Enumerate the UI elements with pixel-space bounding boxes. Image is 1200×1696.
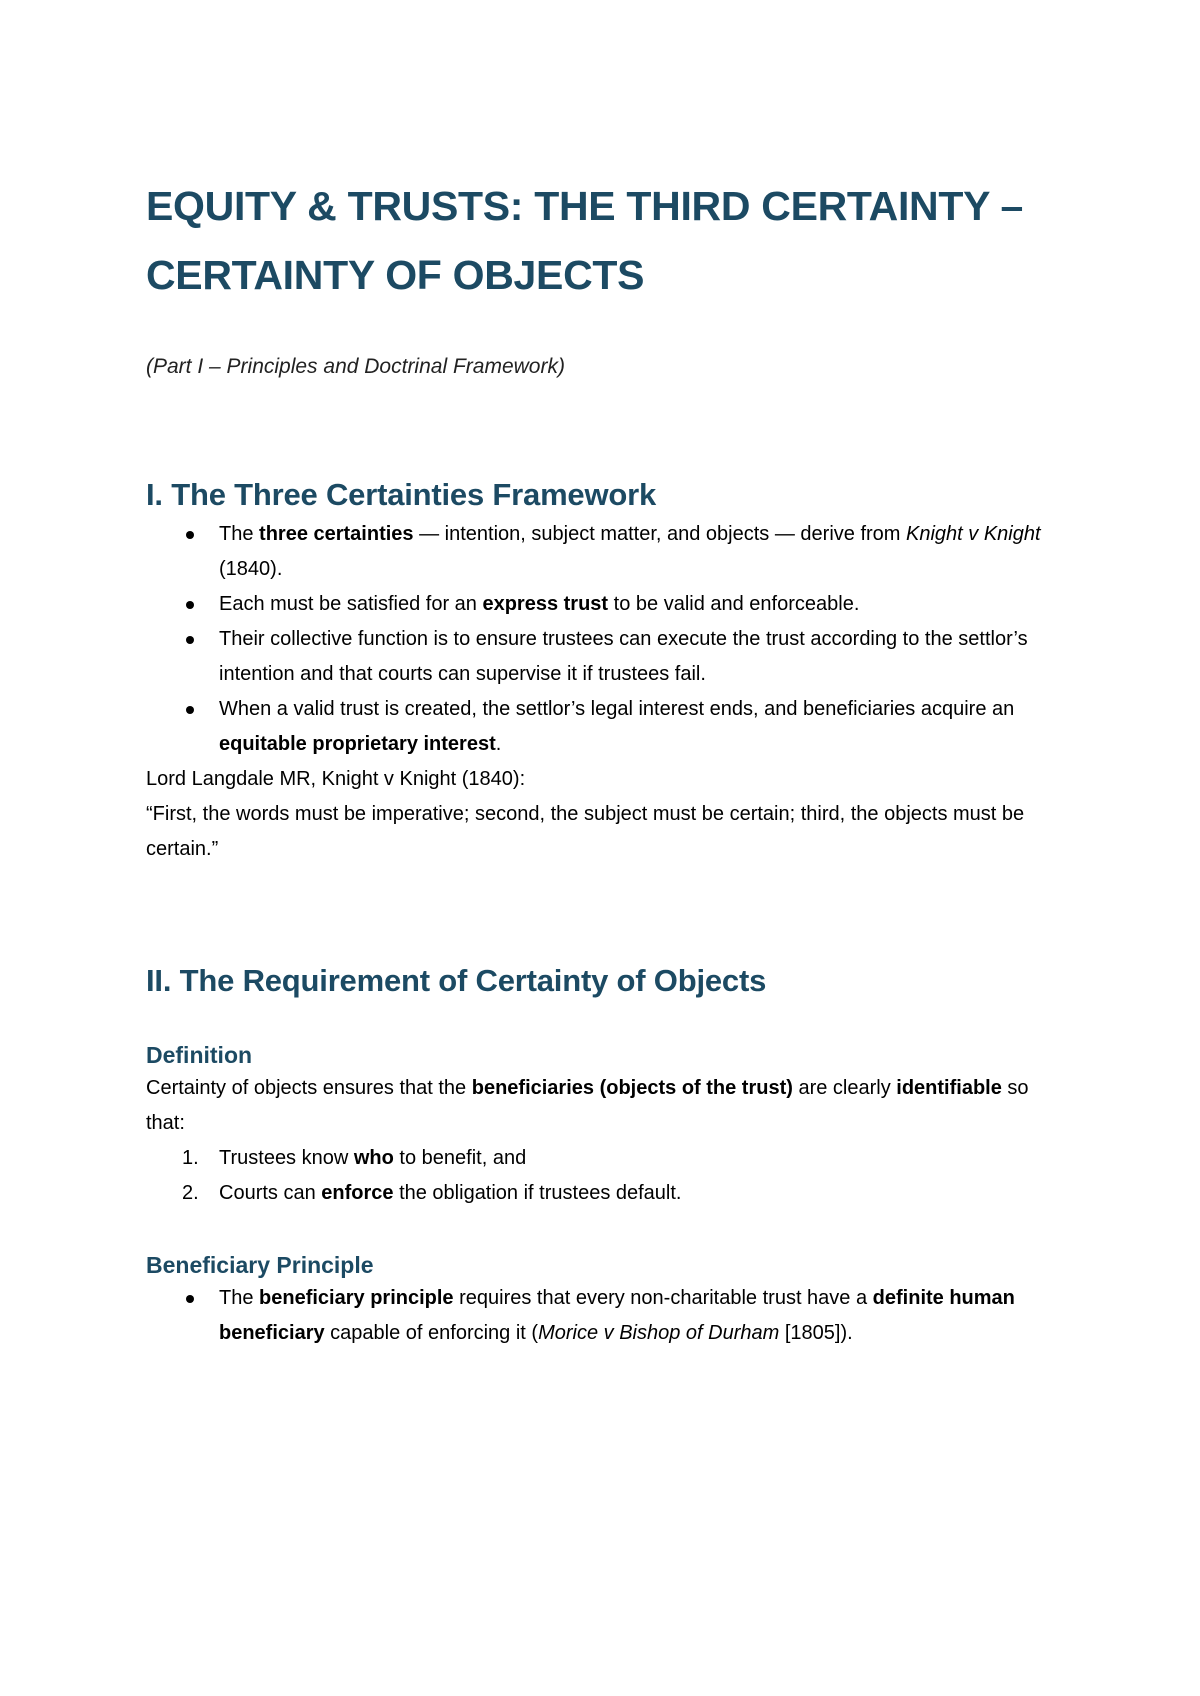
section-2-heading: II. The Requirement of Certainty of Objects xyxy=(146,963,767,998)
bullet-item: When a valid trust is created, the settlor’s legal interest ends, and beneficiaries acquire an equitable proprietary interest. xyxy=(146,692,1066,762)
bullet-icon xyxy=(186,1295,194,1303)
bullet-item: The three certainties — intention, subject matter, and objects — derive from Knight v Knight (1840). xyxy=(146,517,1066,587)
document-content xyxy=(146,172,1066,1351)
definition-paragraph: Certainty of objects ensures that the beneficiaries (objects of the trust) are clearly identifiable so that: xyxy=(146,1077,1029,1134)
numbered-item: 2. Courts can enforce the obligation if trustees default. xyxy=(146,1176,1066,1211)
item-number: 1. xyxy=(182,1147,199,1169)
definition-heading: Definition xyxy=(146,1042,253,1068)
beneficiary-principle-heading: Beneficiary Principle xyxy=(146,1252,374,1278)
bullet-item: Each must be satisfied for an express trust to be valid and enforceable. xyxy=(146,587,1066,622)
bullet-icon xyxy=(186,636,194,644)
quote-text: “First, the words must be imperative; second, the subject must be certain; third, the objects must be certain.” xyxy=(146,803,1025,860)
title-line-2: CERTAINTY OF OBJECTS xyxy=(146,252,645,298)
bullet-icon xyxy=(186,601,194,609)
section-1-heading: I. The Three Certainties Framework xyxy=(146,477,657,512)
quote-attribution: Lord Langdale MR, Knight v Knight (1840): xyxy=(146,768,526,790)
document-title xyxy=(146,172,1066,310)
item-number: 2. xyxy=(182,1182,199,1204)
bullet-icon xyxy=(186,706,194,714)
bullet-item: The beneficiary principle requires that every non-charitable trust have a definite human beneficiary capable of enforcing it (Morice v Bishop of Durham [1805]). xyxy=(146,1281,1066,1351)
section-1-bullet-list xyxy=(146,517,1066,762)
definition-numbered-list xyxy=(146,1141,1066,1211)
beneficiary-principle-bullet-list xyxy=(146,1281,1066,1351)
bullet-item: Their collective function is to ensure trustees can execute the trust according to the settlor’s intention and that courts can supervise it if trustees fail. xyxy=(146,622,1066,692)
numbered-item: 1. Trustees know who to benefit, and xyxy=(146,1141,1066,1176)
bullet-icon xyxy=(186,531,194,539)
document-subtitle: (Part I – Principles and Doctrinal Framework) xyxy=(146,355,565,378)
title-line-1: EQUITY & TRUSTS: THE THIRD CERTAINTY – xyxy=(146,183,1023,229)
